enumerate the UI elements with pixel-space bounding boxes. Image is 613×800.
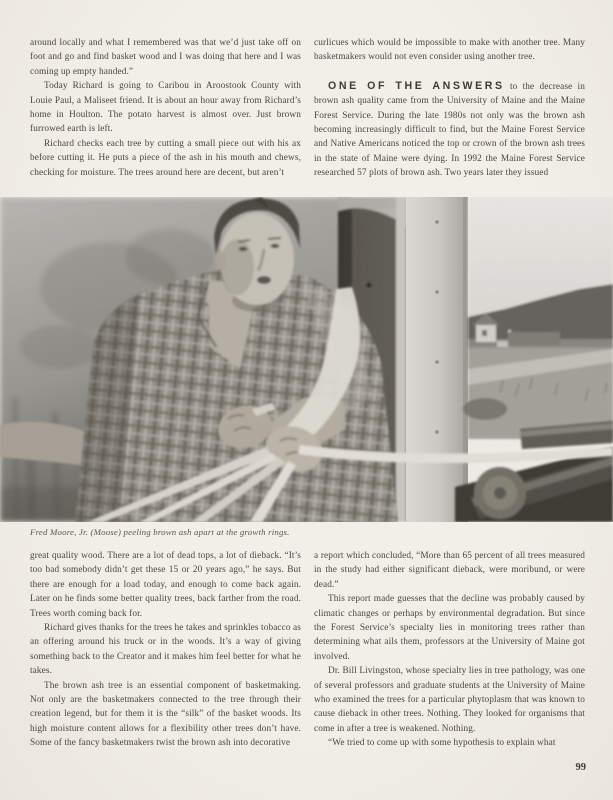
body-paragraph: Richard gives thanks for the trees he takes and sprinkles tobacco as an offering around his truck or in the woods. It’s a way of giving something back to the Creator and it makes him feel better for what he takes.	[30, 623, 301, 677]
top-right-column	[314, 36, 585, 181]
body-paragraph: The brown ash tree is an essential component of basketmaking. Not only are the basketmakers connected to the tree through their creation legend, but for them it is the “silk” of the basket woods. Its high moisture content allows for a flexibility other trees don’t have. Some of the fancy basketmakers twist the brown ash into decorative	[30, 680, 301, 749]
section-opening-paragraph	[314, 79, 585, 181]
bottom-left-column	[30, 549, 301, 751]
bottom-right-column	[314, 549, 585, 751]
top-text-block	[30, 36, 585, 181]
photo-caption: Fred Moore, Jr. (Moose) peeling brown ash apart at the growth rings.	[30, 527, 290, 537]
photo-grain-overlay	[0, 197, 613, 522]
bottom-text-block	[30, 549, 585, 751]
body-paragraph: Richard checks each tree by cutting a small piece out with his ax before cutting it. He puts a piece of the ash in his mouth and chews, checking for moisture. The trees around here are decent, but aren’t	[30, 138, 301, 178]
body-paragraph: great quality wood. There are a lot of dead tops, a lot of dieback. “It’s too bad somebody didn’t get these 15 or 20 years ago,” he says. But there are enough for a load today, and enough to come back again. Later on he finds some better quality trees, back farther from the road. Trees worth coming back for.	[30, 551, 301, 619]
body-paragraph: Dr. Bill Livingston, whose specialty lies in tree pathology, was one of several professors and graduate students at the University of Maine who examined the trees for a particular phytoplasm that was known to cause dieback in other trees. Nothing. They looked for organisms that come in after a tree is weakened. Nothing.	[314, 666, 585, 734]
body-paragraph: “We tried to come up with some hypothesis to explain what	[328, 738, 556, 749]
body-paragraph: Today Richard is going to Caribou in Aroostook County with Louie Paul, a Maliseet friend. It is about an hour away from Richard’s home in Houlton. The potato harvest is almost over. Just brown furrowed earth is left.	[30, 81, 301, 135]
body-paragraph: curlicues which would be impossible to make with another tree. Many basketmakers would not even consider using another tree.	[314, 38, 585, 63]
body-paragraph: This report made guesses that the decline was probably caused by climatic changes or perhaps by environmental degradation. But since the Forest Service’s specialty lies in monitoring trees rather than determining what ails them, professors at the University of Maine got involved.	[314, 594, 585, 662]
body-paragraph: a report which concluded, “More than 65 percent of all trees measured in the study had either significant dieback, were moribund, or were dead.”	[314, 551, 585, 590]
body-paragraph: around locally and what I remembered was that we’d just take off on foot and go and find basket wood and I was doing that here and I was coming up empty handed.”	[30, 38, 301, 77]
page-number: 99	[575, 762, 586, 773]
photo-illustration	[0, 197, 613, 522]
photo-fred-moore-peeling-ash	[0, 197, 613, 522]
top-left-column	[30, 36, 301, 181]
section-heading: ONE OF THE ANSWERS	[328, 79, 505, 92]
section-body-text: to the decrease in brown ash quality came from the University of Maine and the Maine Forest Service. During the late 1980s not only was the brown ash becoming increasingly difficult to find, but the Maine Forest Service and Native Americans noticed the top or crown of the brown ash trees in the state of Maine were dying. In 1992 the Maine Forest Service researched 57 plots of brown ash. Two years later they issued	[314, 81, 585, 179]
